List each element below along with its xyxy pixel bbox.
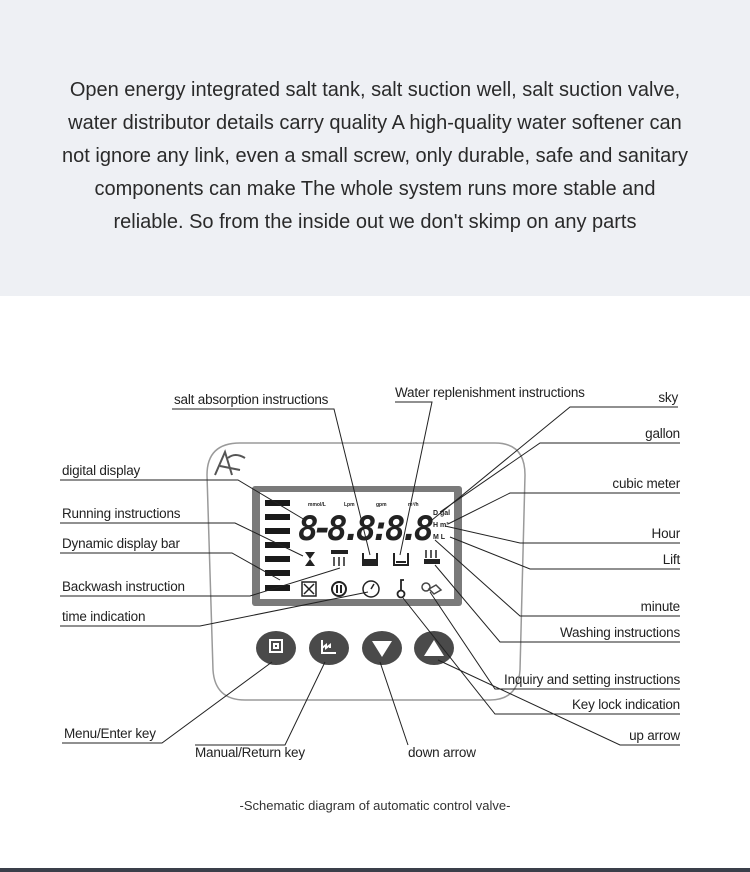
label-sky: sky xyxy=(658,390,678,405)
manual-return-button[interactable] xyxy=(309,631,349,665)
unit-gpm: gpm xyxy=(376,502,387,508)
unit-m3h: m³/h xyxy=(408,502,419,508)
label-down-arrow: down arrow xyxy=(408,745,476,760)
sky-gallon-indicator: D gal xyxy=(433,510,451,517)
up-arrow-button[interactable] xyxy=(414,631,454,665)
label-inquiry: Inquiry and setting instructions xyxy=(504,672,680,687)
intro-line: reliable. So from the inside out we don't skimp on any parts xyxy=(113,211,637,233)
label-time: time indication xyxy=(62,609,146,624)
unit-mmol: mmol/L xyxy=(308,502,326,508)
label-hour: Hour xyxy=(651,526,680,541)
intro-line: water distributor details carry quality A high-quality water softener can xyxy=(68,112,682,134)
label-gallon: gallon xyxy=(645,426,680,441)
label-backwash: Backwash instruction xyxy=(62,579,185,594)
bottom-divider xyxy=(0,868,750,872)
label-water-replenishment: Water replenishment instructions xyxy=(395,385,585,400)
label-key-lock: Key lock indication xyxy=(571,697,680,712)
label-lift: Lift xyxy=(662,552,680,567)
unit-lpm: Lpm xyxy=(344,502,355,508)
hour-cubic-indicator: H m³ xyxy=(433,522,449,529)
minute-lift-indicator: M L xyxy=(433,534,446,541)
label-up-arrow: up arrow xyxy=(629,728,680,743)
diagram-caption: -Schematic diagram of automatic control valve- xyxy=(239,798,511,813)
down-arrow-button[interactable] xyxy=(362,631,402,665)
label-minute: minute xyxy=(640,599,680,614)
digital-display: 8-8.8:8.8 xyxy=(298,509,429,549)
label-digital-display: digital display xyxy=(62,463,141,478)
intro-line: components can make The whole system runs more stable and xyxy=(94,178,656,200)
label-cubic-meter: cubic meter xyxy=(612,476,680,491)
label-menu-enter: Menu/Enter key xyxy=(64,726,156,741)
menu-enter-button[interactable] xyxy=(256,631,296,665)
intro-line: not ignore any link, even a small screw, only durable, safe and sanitary xyxy=(62,145,688,167)
intro-line: Open energy integrated salt tank, salt suction well, salt suction valve, xyxy=(69,79,681,101)
label-dynamic-bar: Dynamic display bar xyxy=(62,536,180,551)
label-manual-return: Manual/Return key xyxy=(195,745,305,760)
label-running: Running instructions xyxy=(62,506,181,521)
label-washing: Washing instructions xyxy=(559,625,680,640)
label-salt-absorption: salt absorption instructions xyxy=(174,392,329,407)
